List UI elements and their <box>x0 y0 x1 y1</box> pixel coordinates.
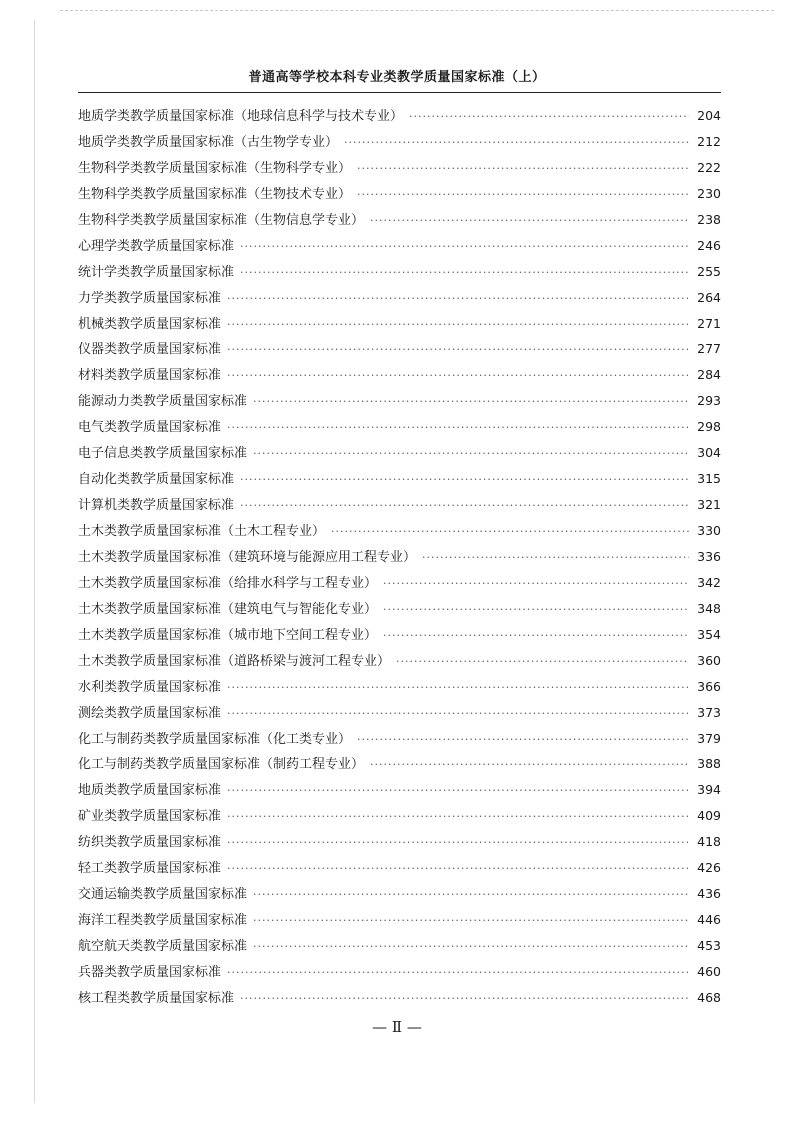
dot-leader <box>227 337 689 363</box>
dot-leader <box>370 208 689 234</box>
dot-leader <box>240 260 689 286</box>
toc-entry-page-number: 212 <box>697 133 721 149</box>
toc-entry-page-number: 336 <box>697 548 721 564</box>
toc-entry-page-number: 453 <box>697 938 721 953</box>
toc-entry-page-number: 360 <box>697 652 721 668</box>
toc-entry-page-number: 426 <box>697 860 721 876</box>
page-number: — Ⅱ — <box>372 1018 422 1036</box>
toc-entry[interactable] <box>78 596 721 622</box>
scan-artifact-left-edge <box>34 20 35 1103</box>
toc-entry-title: 交通运输类教学质量国家标准 <box>78 887 248 903</box>
toc-entry-title: 水利类教学质量国家标准 <box>78 679 222 695</box>
toc-entry-title: 海洋工程类教学质量国家标准 <box>78 913 248 929</box>
toc-entry[interactable] <box>78 959 721 985</box>
toc-entry-page-number: 379 <box>697 730 721 746</box>
toc-entry[interactable] <box>78 674 721 700</box>
toc-entry-title: 化工与制药类教学质量国家标准（化工类专业） <box>78 731 352 747</box>
toc-entry[interactable] <box>78 881 721 907</box>
toc-entry-page-number: 446 <box>697 912 721 928</box>
dot-leader <box>240 986 689 1012</box>
toc-entry-page-number: 222 <box>697 159 721 175</box>
toc-entry[interactable] <box>78 907 721 933</box>
toc-entry-page-number: 342 <box>697 574 721 590</box>
toc-entry[interactable] <box>78 129 721 155</box>
toc-entry[interactable] <box>78 648 721 674</box>
toc-entry-title: 土木类教学质量国家标准（城市地下空间工程专业） <box>78 627 378 643</box>
dot-leader <box>357 182 689 208</box>
toc-entry-page-number: 293 <box>697 393 721 409</box>
toc-entry-page-number: 409 <box>697 808 721 824</box>
scan-artifact-top <box>60 10 774 13</box>
dot-leader <box>227 960 689 986</box>
dot-leader <box>331 519 689 545</box>
toc-entry-title: 土木类教学质量国家标准（土木工程专业） <box>78 524 326 539</box>
toc-entry[interactable] <box>78 777 721 803</box>
toc-entry-title: 自动化类教学质量国家标准 <box>78 472 235 488</box>
toc-entry-page-number: 264 <box>697 289 721 305</box>
dot-leader <box>383 571 689 597</box>
toc-entry[interactable] <box>78 985 721 1011</box>
toc-entry-page-number: 373 <box>697 704 721 720</box>
dot-leader <box>227 701 689 727</box>
toc-entry[interactable] <box>78 207 721 233</box>
toc-entry-page-number: 246 <box>697 237 721 253</box>
toc-entry-page-number: 460 <box>697 963 721 979</box>
toc-entry[interactable] <box>78 622 721 648</box>
dot-leader <box>227 804 689 830</box>
toc-entry-title: 土木类教学质量国家标准（建筑电气与智能化专业） <box>78 601 378 617</box>
toc-entry-page-number: 230 <box>697 185 721 201</box>
dot-leader <box>240 467 689 493</box>
toc-entry-title: 土木类教学质量国家标准（建筑环境与能源应用工程专业） <box>78 549 417 565</box>
dot-leader <box>227 312 689 338</box>
toc-entry-title: 材料类教学质量国家标准 <box>78 368 222 384</box>
toc-entry[interactable] <box>78 440 721 466</box>
dot-leader <box>227 856 689 882</box>
toc-entry-title: 化工与制药类教学质量国家标准（制药工程专业） <box>78 757 365 773</box>
dot-leader <box>227 675 689 701</box>
toc-entry-title: 电气类教学质量国家标准 <box>78 420 222 436</box>
toc-entry-page-number: 277 <box>697 341 721 357</box>
dot-leader <box>240 493 689 519</box>
dot-leader <box>344 130 689 156</box>
toc-entry-page-number: 418 <box>697 834 721 850</box>
toc-entry-title: 兵器类教学质量国家标准 <box>78 964 222 980</box>
toc-entry-title: 土木类教学质量国家标准（道路桥梁与渡河工程专业） <box>78 653 391 669</box>
toc-entry-title: 矿业类教学质量国家标准 <box>78 809 222 825</box>
toc-entry-title: 统计学类教学质量国家标准 <box>78 264 235 280</box>
toc-entry-page-number: 321 <box>697 497 721 513</box>
toc-entry[interactable] <box>78 570 721 596</box>
toc-entry-title: 纺织类教学质量国家标准 <box>78 835 222 851</box>
toc-entry-page-number: 238 <box>697 211 721 227</box>
toc-entry-title: 地质学类教学质量国家标准（古生物学专业） <box>78 134 339 150</box>
toc-entry[interactable] <box>78 285 721 311</box>
toc-entry-page-number: 284 <box>697 367 721 383</box>
toc-entry[interactable] <box>78 388 721 414</box>
toc-entry-title: 力学类教学质量国家标准 <box>78 290 222 306</box>
dot-leader <box>409 104 689 130</box>
toc-entry-title: 核工程类教学质量国家标准 <box>78 990 235 1006</box>
toc-entry-page-number: 330 <box>697 523 721 538</box>
toc-entry-title: 机械类教学质量国家标准 <box>78 316 222 332</box>
toc-entry-title: 能源动力类教学质量国家标准 <box>78 394 248 410</box>
toc-entry-page-number: 388 <box>697 756 721 772</box>
toc-entry-title: 生物科学类教学质量国家标准（生物科学专业） <box>78 160 352 176</box>
toc-entry[interactable] <box>78 544 721 570</box>
toc-entry[interactable] <box>78 829 721 855</box>
toc-entry-title: 计算机类教学质量国家标准 <box>78 498 235 514</box>
toc-entry-title: 电子信息类教学质量国家标准 <box>78 446 248 462</box>
toc-entry-title: 仪器类教学质量国家标准 <box>78 342 222 358</box>
dot-leader <box>227 778 689 804</box>
toc-entry[interactable] <box>78 466 721 492</box>
dot-leader <box>240 234 689 260</box>
table-of-contents <box>78 103 721 1011</box>
toc-entry-page-number: 271 <box>697 315 721 331</box>
toc-entry[interactable] <box>78 855 721 881</box>
dot-leader <box>227 830 689 856</box>
toc-entry[interactable] <box>78 233 721 259</box>
toc-entry[interactable] <box>78 336 721 362</box>
toc-entry[interactable] <box>78 751 721 777</box>
toc-entry-page-number: 468 <box>697 989 721 1005</box>
dot-leader <box>253 389 689 415</box>
toc-entry-page-number: 298 <box>697 419 721 435</box>
dot-leader <box>227 286 689 312</box>
toc-entry-page-number: 354 <box>697 626 721 642</box>
toc-entry-page-number: 255 <box>697 263 721 279</box>
toc-entry[interactable] <box>78 155 721 181</box>
toc-entry-page-number: 204 <box>697 108 721 123</box>
toc-entry-title: 轻工类教学质量国家标准 <box>78 861 222 877</box>
dot-leader <box>383 597 689 623</box>
toc-entry-page-number: 315 <box>697 471 721 487</box>
dot-leader <box>253 934 689 960</box>
dot-leader <box>370 752 689 778</box>
dot-leader <box>253 908 689 934</box>
toc-entry-title: 心理学类教学质量国家标准 <box>78 238 235 254</box>
toc-entry-page-number: 366 <box>697 678 721 694</box>
toc-entry[interactable] <box>78 933 721 959</box>
toc-entry[interactable] <box>78 311 721 337</box>
toc-entry[interactable] <box>78 362 721 388</box>
toc-entry[interactable] <box>78 726 721 752</box>
running-head: 普通高等学校本科专业类教学质量国家标准（上） <box>248 70 546 85</box>
toc-entry[interactable] <box>78 700 721 726</box>
dot-leader <box>383 623 689 649</box>
toc-entry-title: 生物科学类教学质量国家标准（生物技术专业） <box>78 186 352 202</box>
toc-entry-title: 生物科学类教学质量国家标准（生物信息学专业） <box>78 212 365 228</box>
toc-entry[interactable] <box>78 492 721 518</box>
toc-entry-title: 航空航天类教学质量国家标准 <box>78 939 248 954</box>
dot-leader <box>396 649 689 675</box>
toc-entry-page-number: 436 <box>697 886 721 902</box>
dot-leader <box>253 882 689 908</box>
toc-entry-page-number: 304 <box>697 445 721 461</box>
toc-entry[interactable] <box>78 803 721 829</box>
toc-entry[interactable] <box>78 181 721 207</box>
toc-entry[interactable] <box>78 414 721 440</box>
dot-leader <box>253 441 689 467</box>
toc-entry-title: 土木类教学质量国家标准（给排水科学与工程专业） <box>78 575 378 591</box>
toc-entry-title: 地质学类教学质量国家标准（地球信息科学与技术专业） <box>78 109 404 124</box>
dot-leader <box>357 727 689 753</box>
dot-leader <box>227 415 689 441</box>
toc-entry[interactable] <box>78 259 721 285</box>
toc-entry[interactable] <box>78 518 721 544</box>
dot-leader <box>422 545 689 571</box>
dot-leader <box>227 363 689 389</box>
toc-entry-page-number: 348 <box>697 600 721 616</box>
dot-leader <box>357 156 689 182</box>
toc-entry-title: 地质类教学质量国家标准 <box>78 783 222 799</box>
header-rule <box>78 92 721 93</box>
toc-entry[interactable] <box>78 103 721 129</box>
toc-entry-title: 测绘类教学质量国家标准 <box>78 705 222 721</box>
toc-entry-page-number: 394 <box>697 782 721 798</box>
